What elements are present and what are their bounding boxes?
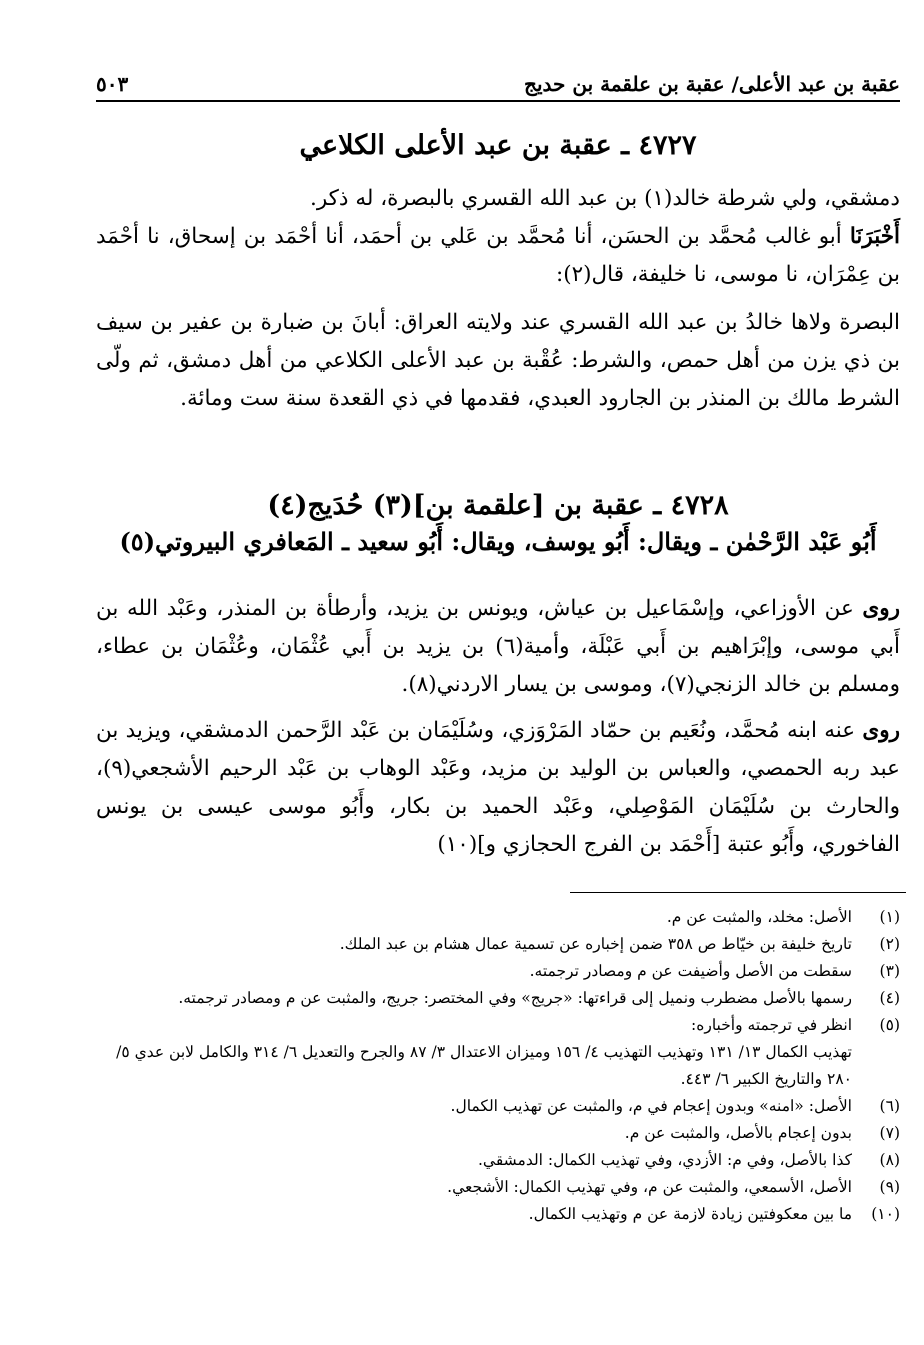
entry-4728-body: [96, 590, 900, 864]
paragraph-text: عن الأوزاعي، وإسْمَاعيل بن عياش، ويونس بن يزيد، وأرطأة بن المنذر، وعَبْد الله بن أَبي موسى، وإبْرَاهيم بن أَبي عَبْلَة، وأمية(٦) بن يزيد بن أَبي عُثْمَان، وعُثْمَان بن عطاء، ومسلم بن خالد الزنجي(٧)، وموسى بن يسار الاردني(٨).: [96, 596, 900, 697]
paragraph: [96, 590, 900, 704]
entry-4728: [96, 490, 900, 556]
footnote-number: (٤): [879, 989, 900, 1007]
footnote-number: (١): [879, 908, 900, 926]
footnote-text: ما بين معكوفتين زيادة لازمة عن م وتهذيب الكمال.: [528, 1205, 852, 1223]
paragraph: [96, 712, 900, 864]
header-rule: [96, 100, 900, 102]
entry-title: ٤٧٢٧ ـ عقبة بن عبد الأعلى الكلاعي: [299, 130, 697, 161]
footnote-number: (٧): [879, 1124, 900, 1142]
paragraph: [96, 304, 900, 418]
footnote: [104, 1201, 900, 1228]
keyword: روى: [862, 596, 900, 621]
keyword: أَخْبَرَنَا: [849, 224, 900, 249]
footnote: [104, 1093, 900, 1120]
footnote-number: (٣): [879, 962, 900, 980]
keyword: روى: [862, 718, 900, 743]
footnote-text: الأصل: «امنه» وبدون إعجام في م، والمثبت عن تهذيب الكمال.: [450, 1097, 852, 1115]
footnote-text: سقطت من الأصل وأضيفت عن م ومصادر ترجمته.: [529, 962, 852, 980]
footnote: [104, 958, 900, 985]
footnotes: [104, 904, 900, 1228]
footnote-number: (٢): [879, 935, 900, 953]
entry-4727-body: [96, 180, 900, 418]
paragraph-text: البصرة ولاها خالدُ بن عبد الله القسري عند ولايته العراق: أبانَ بن ضبارة بن عفير بن سيف بن ذي يزن من أهل حمص، والشرط: عُقْبة بن عبد الأعلى الكلاعي من أهل دمشق، ثم ولّى الشرط مالك بن المنذر بن الجارود العبدي، فقدمها في ذي القعدة سنة ست ومائة.: [96, 310, 900, 411]
running-title: عقبة بن عبد الأعلى/ عقبة بن علقمة بن حديج: [524, 72, 900, 96]
footnote-text: بدون إعجام بالأصل، والمثبت عن م.: [624, 1124, 852, 1142]
footnote-rule: [570, 892, 906, 893]
footnote-number: (٥): [879, 1016, 900, 1034]
footnote: [104, 1120, 900, 1147]
entry-4727: [96, 130, 900, 161]
footnote-number: (٦): [879, 1097, 900, 1115]
footnote: [104, 1174, 900, 1201]
footnote-text: كذا بالأصل، وفي م: الأزدي، وفي تهذيب الكمال: الدمشقي.: [478, 1151, 852, 1169]
entry-title: ٤٧٢٨ ـ عقبة بن [علقمة بن](٣) حُدَيج(٤): [267, 490, 729, 521]
footnote: [104, 1012, 900, 1039]
footnote-number: (٨): [879, 1151, 900, 1169]
footnote-text: انظر في ترجمته وأخباره:: [691, 1016, 852, 1034]
footnote-text: الأصل، الأسمعي، والمثبت عن م، وفي تهذيب الكمال: الأشجعي.: [447, 1178, 852, 1196]
footnote-text: تاريخ خليفة بن خيّاط ص ٣٥٨ ضمن إخباره عن تسمية عمال هشام بن عبد الملك.: [339, 935, 852, 953]
entry-subtitle: أَبُو عَبْد الرَّحْمٰن ـ ويقال: أَبُو يوسف، ويقال: أَبُو سعيد ـ المَعافري البيروتي(٥): [119, 527, 877, 556]
footnote: [104, 985, 900, 1012]
paragraph: [96, 218, 900, 294]
footnote-text: الأصل: مخلد، والمثبت عن م.: [666, 908, 852, 926]
paragraph-text: عنه ابنه مُحمَّد، ونُعَيم بن حمّاد المَرْوَزي، وسُلَيْمَان بن عَبْد الرَّحمن الدمشقي، ويزيد بن عبد ربه الحمصي، والعباس بن الوليد بن مزيد، وعَبْد الوهاب بن عَبْد الرحيم الأشجعي(٩)، والحارث بن سُلَيْمَان المَوْصِلي، وعَبْد الحميد بن بكار، وأَبُو موسى عيسى بن يونس الفاخوري، وأَبُو عتبة [أَحْمَد بن الفرج الحجازي و](١٠): [96, 718, 900, 857]
footnote: [104, 1147, 900, 1174]
paragraph-text: أبو غالب مُحمَّد بن الحسَن، أنا مُحمَّد بن عَلي بن أحمَد، أنا أحْمَد بن إسحاق، نا أحْمَد بن عِمْرَان، نا موسى، نا خليفة، قال(٢):: [96, 224, 900, 287]
paragraph-text: دمشقي، ولي شرطة خالد(١) بن عبد الله القسري بالبصرة، له ذكر.: [309, 186, 900, 211]
footnote: [104, 931, 900, 958]
paragraph: [96, 180, 900, 218]
footnote: [104, 904, 900, 931]
footnote-number: (٩): [879, 1178, 900, 1196]
footnote-continuation: تهذيب الكمال ١٣/ ١٣١ وتهذيب التهذيب ٤/ ١٥٦ وميزان الاعتدال ٣/ ٨٧ والجرح والتعديل ٦/ ٣١٤ والكامل لابن عدي ٥/ ٢٨٠ والتاريخ الكبير ٦/ ٤٤٣.: [116, 1043, 852, 1088]
footnote-number: (١٠): [871, 1205, 900, 1223]
page-number: ٥٠٣: [96, 72, 129, 96]
footnote-text: رسمها بالأصل مضطرب ونميل إلى قراءتها: «جريج» وفي المختصر: جريج، والمثبت عن م ومصادر ترجمته.: [178, 989, 852, 1007]
running-head: [96, 56, 900, 96]
